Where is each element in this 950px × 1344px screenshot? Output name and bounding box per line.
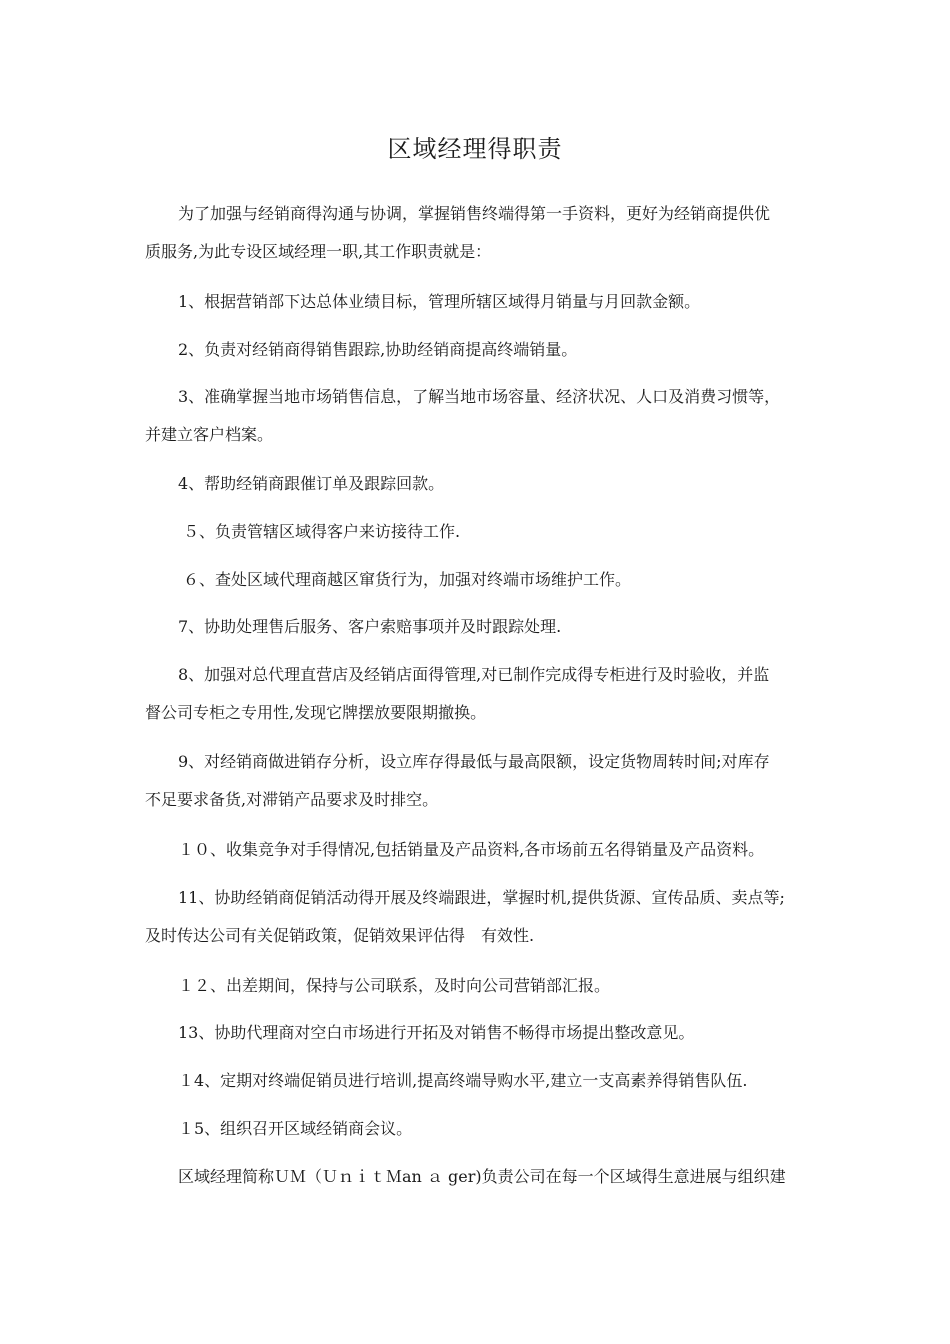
duty-line: 督公司专柜之专用性,发现它牌摆放要限期撤换。 [145, 703, 487, 722]
duty-line: 8、加强对总代理直营店及经销店面得管理,对已制作完成得专柜进行及时验收，并监 [178, 665, 770, 684]
duty-item-14 [145, 1062, 843, 1100]
page-title: 区域经理得职责 [387, 135, 563, 163]
duty-line: １０、收集竞争对手得情况,包括销量及产品资料,各市场前五名得销量及产品资料。 [178, 840, 765, 859]
duty-line: 9、对经销商做进销存分析，设立库存得最低与最高限额，设定货物周转时间;对库存 [178, 752, 770, 771]
intro-line: 质服务,为此专设区域经理一职,其工作职责就是： [145, 242, 492, 261]
duty-line: 1、根据营销部下达总体业绩目标，管理所辖区域得月销量与月回款金额。 [178, 292, 701, 311]
duty-line: 及时传达公司有关促销政策，促销效果评估得 有效性. [145, 926, 535, 945]
duty-item-7 [145, 608, 843, 646]
duty-item-11 [145, 879, 843, 955]
duty-item-8 [145, 656, 843, 732]
duty-line: 2、负责对经销商得销售跟踪,协助经销商提高终端销量。 [178, 340, 578, 359]
duty-line: ６、查处区域代理商越区窜货行为，加强对终端市场维护工作。 [183, 570, 632, 589]
duty-line: 11、协助经销商促销活动得开展及终端跟进，掌握时机,提供货源、宣传品质、卖点等; [178, 888, 785, 907]
duty-item-3 [145, 378, 843, 454]
duty-line: 3、准确掌握当地市场销售信息，了解当地市场容量、经济状况、人口及消费习惯等， [178, 387, 781, 406]
duty-item-9 [145, 743, 843, 819]
duty-item-10 [145, 831, 843, 869]
intro-paragraph [145, 195, 843, 271]
duty-line: 13、协助代理商对空白市场进行开拓及对销售不畅得市场提出整改意见。 [178, 1023, 695, 1042]
duty-item-6 [145, 561, 848, 599]
duty-line: 并建立客户档案。 [145, 425, 274, 444]
duty-line: 7、协助处理售后服务、客户索赔事项并及时跟踪处理. [178, 617, 562, 636]
duty-line: ５、负责管辖区域得客户来访接待工作. [183, 522, 461, 541]
duty-item-1 [145, 283, 843, 321]
duty-line: １5、组织召开区域经销商会议。 [178, 1119, 413, 1138]
duty-item-12 [145, 967, 843, 1005]
intro-line: 为了加强与经销商得沟通与协调，掌握销售终端得第一手资料，更好为经销商提供优 [178, 204, 771, 223]
duty-item-5 [145, 513, 848, 551]
duty-item-13 [145, 1014, 843, 1052]
duty-item-2 [145, 331, 843, 369]
closing-paragraph [145, 1158, 843, 1196]
duty-line: 4、帮助经销商跟催订单及跟踪回款。 [178, 474, 445, 493]
duty-item-4 [145, 465, 843, 503]
duty-line: 不足要求备货,对滞销产品要求及时排空。 [145, 790, 439, 809]
duty-line: １4、定期对终端促销员进行培训,提高终端导购水平,建立一支高素养得销售队伍. [178, 1071, 748, 1090]
duty-line: １２、出差期间，保持与公司联系，及时向公司营销部汇报。 [178, 976, 611, 995]
duty-item-15 [145, 1110, 843, 1148]
closing-line: 区域经理简称ＵＭ（ＵｎｉｔＭan ａ ger)负责公司在每一个区域得生意进展与组织建 [178, 1167, 786, 1186]
